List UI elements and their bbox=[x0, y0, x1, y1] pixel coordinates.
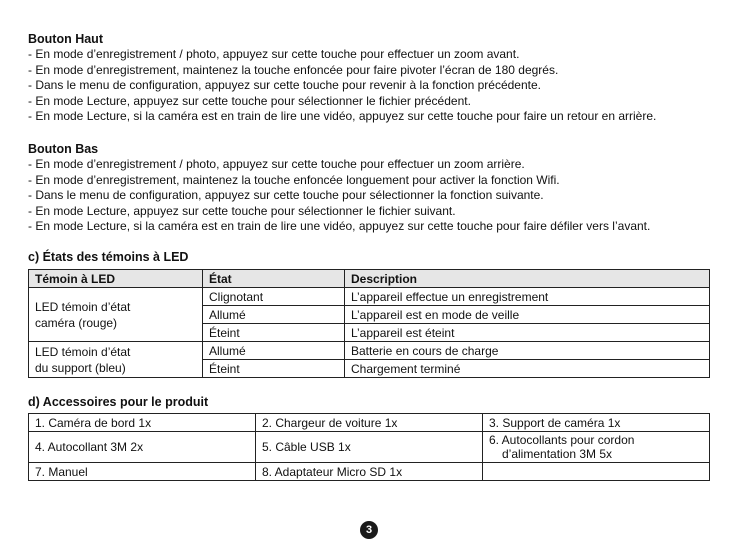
accessory-cell: 4. Autocollant 3M 2x bbox=[29, 432, 256, 463]
description-cell: Batterie en cours de charge bbox=[345, 342, 710, 360]
accessory-cell: 2. Chargeur de voiture 1x bbox=[256, 414, 483, 432]
led-label-line: caméra (rouge) bbox=[35, 315, 118, 330]
etat-cell: Éteint bbox=[203, 324, 345, 342]
accessory-cell bbox=[483, 463, 710, 481]
instruction-line: - Dans le menu de configuration, appuyez sur cette touche pour sélectionner la fonction suivante. bbox=[28, 188, 544, 203]
table-row bbox=[29, 463, 710, 481]
led-label-line: LED témoin d’état bbox=[35, 344, 131, 359]
led-support-label bbox=[29, 342, 203, 378]
accessory-cell: 7. Manuel bbox=[29, 463, 256, 481]
header-temoin: Témoin à LED bbox=[29, 270, 203, 288]
accessory-cell: 5. Câble USB 1x bbox=[256, 432, 483, 463]
table-row bbox=[29, 288, 710, 306]
instruction-line: - En mode d’enregistrement, maintenez la touche enfoncée longuement pour activer la fonction Wifi. bbox=[28, 172, 560, 187]
led-status-table bbox=[28, 269, 710, 378]
instruction-line: - En mode Lecture, si la caméra est en train de lire une vidéo, appuyez sur cette touche pour faire défiler vers l’avant. bbox=[28, 219, 651, 234]
header-etat: État bbox=[203, 270, 345, 288]
description-cell: Chargement terminé bbox=[345, 360, 710, 378]
instruction-line: - En mode Lecture, si la caméra est en train de lire une vidéo, appuyez sur cette touche pour faire un retour en arrière. bbox=[28, 109, 657, 124]
led-camera-label bbox=[29, 288, 203, 342]
accessory-cell: 1. Caméra de bord 1x bbox=[29, 414, 256, 432]
instruction-line: - En mode d’enregistrement, maintenez la touche enfoncée pour faire pivoter l’écran de 180 degrés. bbox=[28, 62, 559, 77]
bouton-haut-title: Bouton Haut bbox=[28, 32, 103, 46]
accessory-line: d’alimentation 3M 5x bbox=[502, 447, 613, 461]
accessories-table bbox=[28, 413, 710, 481]
description-cell: L’appareil est éteint bbox=[345, 324, 710, 342]
accessory-line: 6. Autocollants pour cordon bbox=[489, 433, 635, 447]
table-row bbox=[29, 342, 710, 360]
table-header-row bbox=[29, 270, 710, 288]
bouton-bas-title: Bouton Bas bbox=[28, 142, 99, 156]
table-row bbox=[29, 432, 710, 463]
etat-cell: Allumé bbox=[203, 342, 345, 360]
header-description: Description bbox=[345, 270, 710, 288]
table-row bbox=[29, 414, 710, 432]
instruction-line: - En mode d’enregistrement / photo, appuyez sur cette touche pour effectuer un zoom arrière. bbox=[28, 157, 525, 171]
instruction-line: - En mode Lecture, appuyez sur cette touche pour sélectionner le fichier précédent. bbox=[28, 93, 471, 108]
led-label-line: du support (bleu) bbox=[35, 360, 126, 375]
etat-cell: Allumé bbox=[203, 306, 345, 324]
instruction-line: - En mode d’enregistrement / photo, appuyez sur cette touche pour effectuer un zoom avant. bbox=[28, 47, 520, 61]
accessory-cell bbox=[483, 432, 710, 463]
bouton-bas-instructions bbox=[28, 157, 650, 235]
etat-cell: Clignotant bbox=[203, 288, 345, 306]
etat-cell: Éteint bbox=[203, 360, 345, 378]
accessory-cell: 3. Support de caméra 1x bbox=[483, 414, 710, 432]
description-cell: L’appareil est en mode de veille bbox=[345, 306, 710, 324]
instruction-line: - Dans le menu de configuration, appuyez sur cette touche pour revenir à la fonction précédente. bbox=[28, 78, 541, 93]
accessory-cell: 8. Adaptateur Micro SD 1x bbox=[256, 463, 483, 481]
instruction-line: - En mode Lecture, appuyez sur cette touche pour sélectionner le fichier suivant. bbox=[28, 203, 456, 218]
bouton-haut-instructions bbox=[28, 47, 656, 125]
led-section-title: c) États des témoins à LED bbox=[28, 250, 189, 264]
accessories-title: d) Accessoires pour le produit bbox=[28, 395, 209, 409]
led-label-line: LED témoin d’état bbox=[35, 299, 131, 314]
page-number-badge: 3 bbox=[360, 521, 378, 539]
description-cell: L’appareil effectue un enregistrement bbox=[345, 288, 710, 306]
